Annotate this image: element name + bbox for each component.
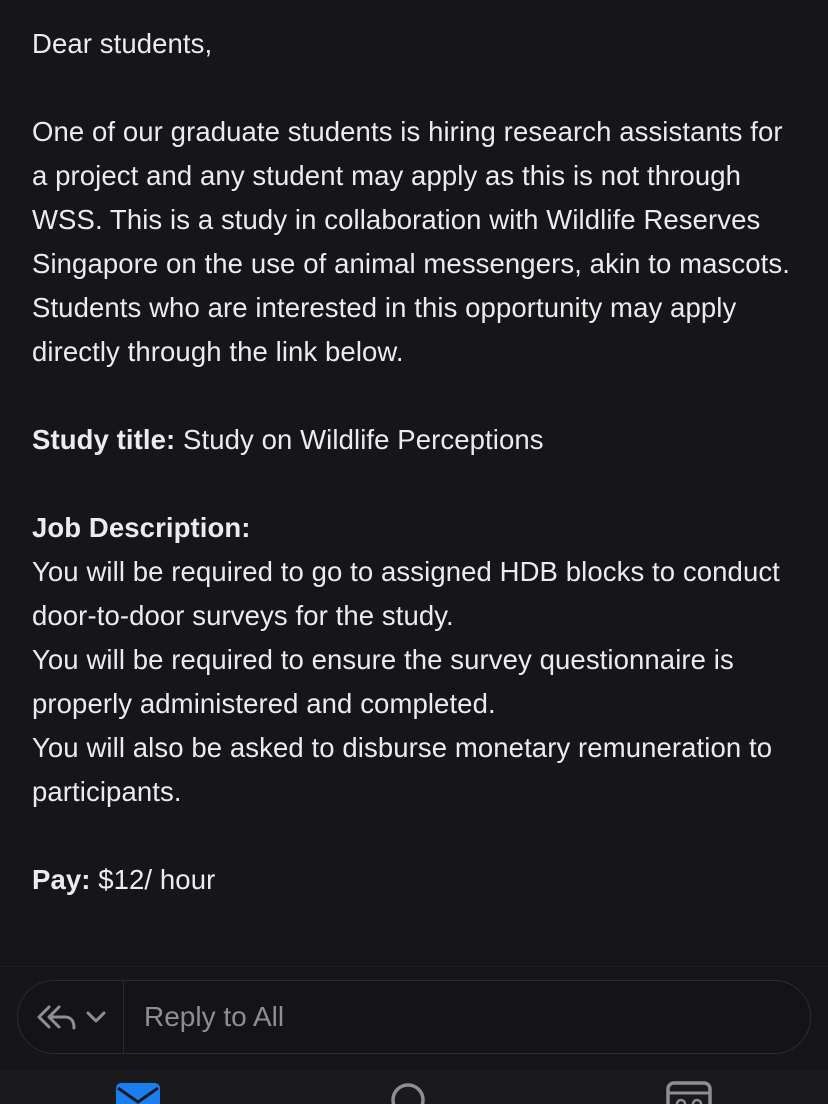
tab-bar	[0, 1070, 828, 1104]
email-apply-paragraph: Students who are interested in this opportunity may apply directly through the link below.	[32, 292, 737, 367]
pay-value: $12/ hour	[90, 864, 216, 895]
tab-mail[interactable]	[113, 1080, 163, 1104]
reply-mode-button[interactable]	[18, 981, 124, 1053]
reply-all-icon	[35, 1001, 77, 1033]
job-description-line: You will be required to ensure the survey questionnaire is properly administered and completed.	[32, 644, 734, 719]
email-greeting: Dear students,	[32, 28, 213, 59]
paragraph-gap	[32, 66, 802, 110]
calendar-icon	[664, 1080, 714, 1104]
pay-line	[32, 858, 802, 902]
reply-input[interactable]: Reply to All	[144, 1001, 285, 1032]
pay-label: Pay:	[32, 864, 91, 895]
study-title-line	[32, 418, 802, 462]
job-description-line: You will also be asked to disburse monetary remuneration to participants.	[32, 732, 773, 807]
email-body	[32, 22, 802, 902]
paragraph-gap	[32, 814, 802, 858]
job-description-line: You will be required to go to assigned HDB blocks to conduct door-to-door surveys for the study.	[32, 556, 780, 631]
tab-calendar[interactable]	[664, 1080, 714, 1104]
study-title-label: Study title:	[32, 424, 176, 455]
job-description-label: Job Description:	[32, 512, 251, 543]
reply-bar	[17, 980, 811, 1054]
email-intro-paragraph: One of our graduate students is hiring research assistants for a project and any student may apply as this is not through WSS. This is a study in collaboration with Wildlife Reserves Singapore on the use of animal messengers, akin to mascots.	[32, 116, 790, 279]
paragraph-gap	[32, 374, 802, 418]
mail-icon	[113, 1080, 163, 1104]
search-icon	[386, 1080, 436, 1104]
paragraph-gap	[32, 462, 802, 506]
chevron-down-icon	[85, 1010, 107, 1024]
study-title-value: Study on Wildlife Perceptions	[175, 424, 544, 455]
tab-search[interactable]	[386, 1080, 436, 1104]
